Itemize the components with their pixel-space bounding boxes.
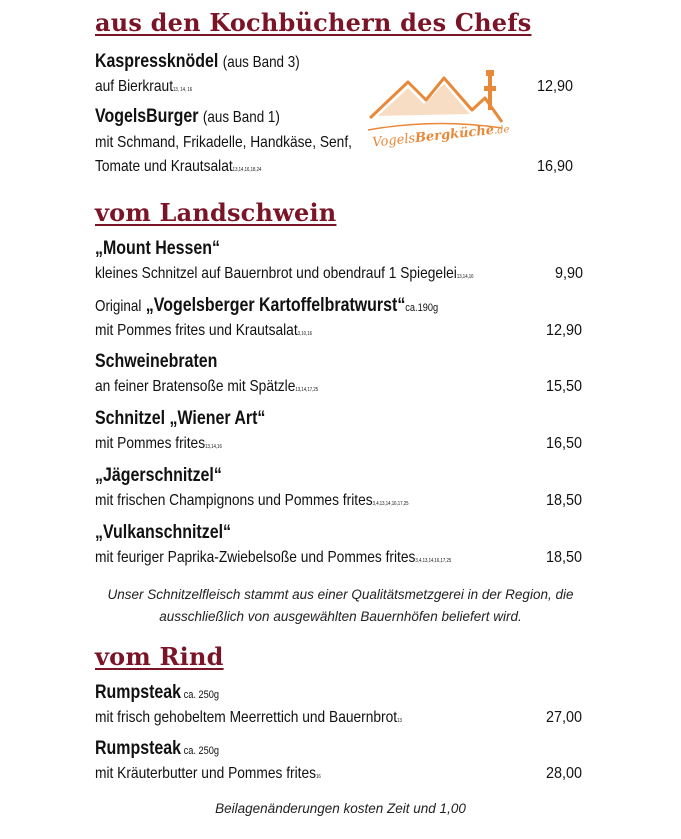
dish-name-schnitzel-wiener-art: Schnitzel „Wiener Art“: [95, 408, 266, 429]
dish-desc-schweinebraten: an feiner Bratensoße mit Spätzle13,14,17,25: [95, 378, 319, 395]
price-rumpsteak-1: 27,00: [546, 709, 583, 726]
logo-text-light: Vogels: [371, 131, 416, 150]
price-vogelsburger: 16,90: [537, 158, 574, 175]
dish-desc-rumpsteak-1: mit frisch gehobeltem Meerrettich und Bauernbrot13: [95, 709, 402, 726]
price-kaspressknoedel: 12,90: [537, 78, 574, 95]
price-schweinebraten: 15,50: [546, 378, 583, 395]
dish-name-kaspressknoedel: Kaspressknödel (aus Band 3): [95, 51, 300, 72]
dish-desc-vulkanschnitzel: mit feuriger Paprika-Zwiebelsoße und Pommes frites3,4,13,14,16,17,25: [95, 549, 452, 566]
svg-text:VogelsBergküche.de: [372, 121, 510, 150]
section-title-schwein: vom Landschwein: [95, 198, 337, 227]
price-vulkanschnitzel: 18,50: [546, 549, 583, 566]
price-mount-hessen: 9,90: [555, 265, 584, 282]
price-jaegerschnitzel: 18,50: [546, 492, 583, 509]
dish-desc-mount-hessen: kleines Schnitzel auf Bauernbrot und obendrauf 1 Spiegelei13,14,16: [95, 265, 474, 282]
section-title-rind: vom Rind: [95, 642, 224, 671]
dish-name-vogelsburger: VogelsBurger (aus Band 1): [95, 106, 280, 127]
price-rumpsteak-2: 28,00: [546, 765, 583, 782]
dish-name-kartoffelbratwurst: Original „Vogelsberger Kartoffelbratwurst“ca.190g: [95, 295, 439, 316]
dish-desc-kaspressknoedel: auf Bierkraut13, 14, 16: [95, 78, 193, 95]
dish-name-schweinebraten: Schweinebraten: [95, 351, 218, 372]
dish-name-vulkanschnitzel: „Vulkanschnitzel“: [95, 522, 231, 543]
dish-desc-rumpsteak-2: mit Kräuterbutter und Pommes frites16: [95, 765, 321, 782]
section-title-chef: aus den Kochbüchern des Chefs: [95, 8, 532, 37]
logo-text-tld: .de: [493, 124, 510, 137]
price-schnitzel-wiener-art: 16,50: [546, 435, 583, 452]
dish-desc-kartoffelbratwurst: mit Pommes frites und Krautsalat3,10,16: [95, 322, 313, 339]
schnitzel-note-line1: Unser Schnitzelfleisch stammt aus einer Qualitätsmetzgerei in der Region, die: [107, 587, 574, 602]
price-kartoffelbratwurst: 12,90: [546, 322, 583, 339]
dish-name-mount-hessen: „Mount Hessen“: [95, 238, 221, 259]
logo-text-bold: Bergküche: [414, 122, 495, 147]
dish-desc-vogelsburger-line2: Tomate und Krautsalat13,14,16,18,24: [95, 158, 262, 175]
dish-desc-vogelsburger-line1: mit Schmand, Frikadelle, Handkäse, Senf,: [95, 134, 352, 151]
mountain-logo-icon: [360, 70, 510, 150]
dish-name-rumpsteak-2: Rumpsteak ca. 250g: [95, 738, 220, 759]
dish-name-rumpsteak-1: Rumpsteak ca. 250g: [95, 682, 220, 703]
side-change-note: Beilagenänderungen kosten Zeit und 1,00: [215, 801, 466, 816]
dish-desc-schnitzel-wiener-art: mit Pommes frites13,14,16: [95, 435, 222, 452]
vogels-bergkueche-logo: [360, 70, 510, 150]
dish-name-jaegerschnitzel: „Jägerschnitzel“: [95, 465, 222, 486]
dish-desc-jaegerschnitzel: mit frischen Champignons und Pommes frites3,4,13,14,16,17,25: [95, 492, 409, 509]
schnitzel-note-line2: ausschließlich von ausgewählten Bauernhöfen beliefert wird.: [159, 609, 522, 624]
